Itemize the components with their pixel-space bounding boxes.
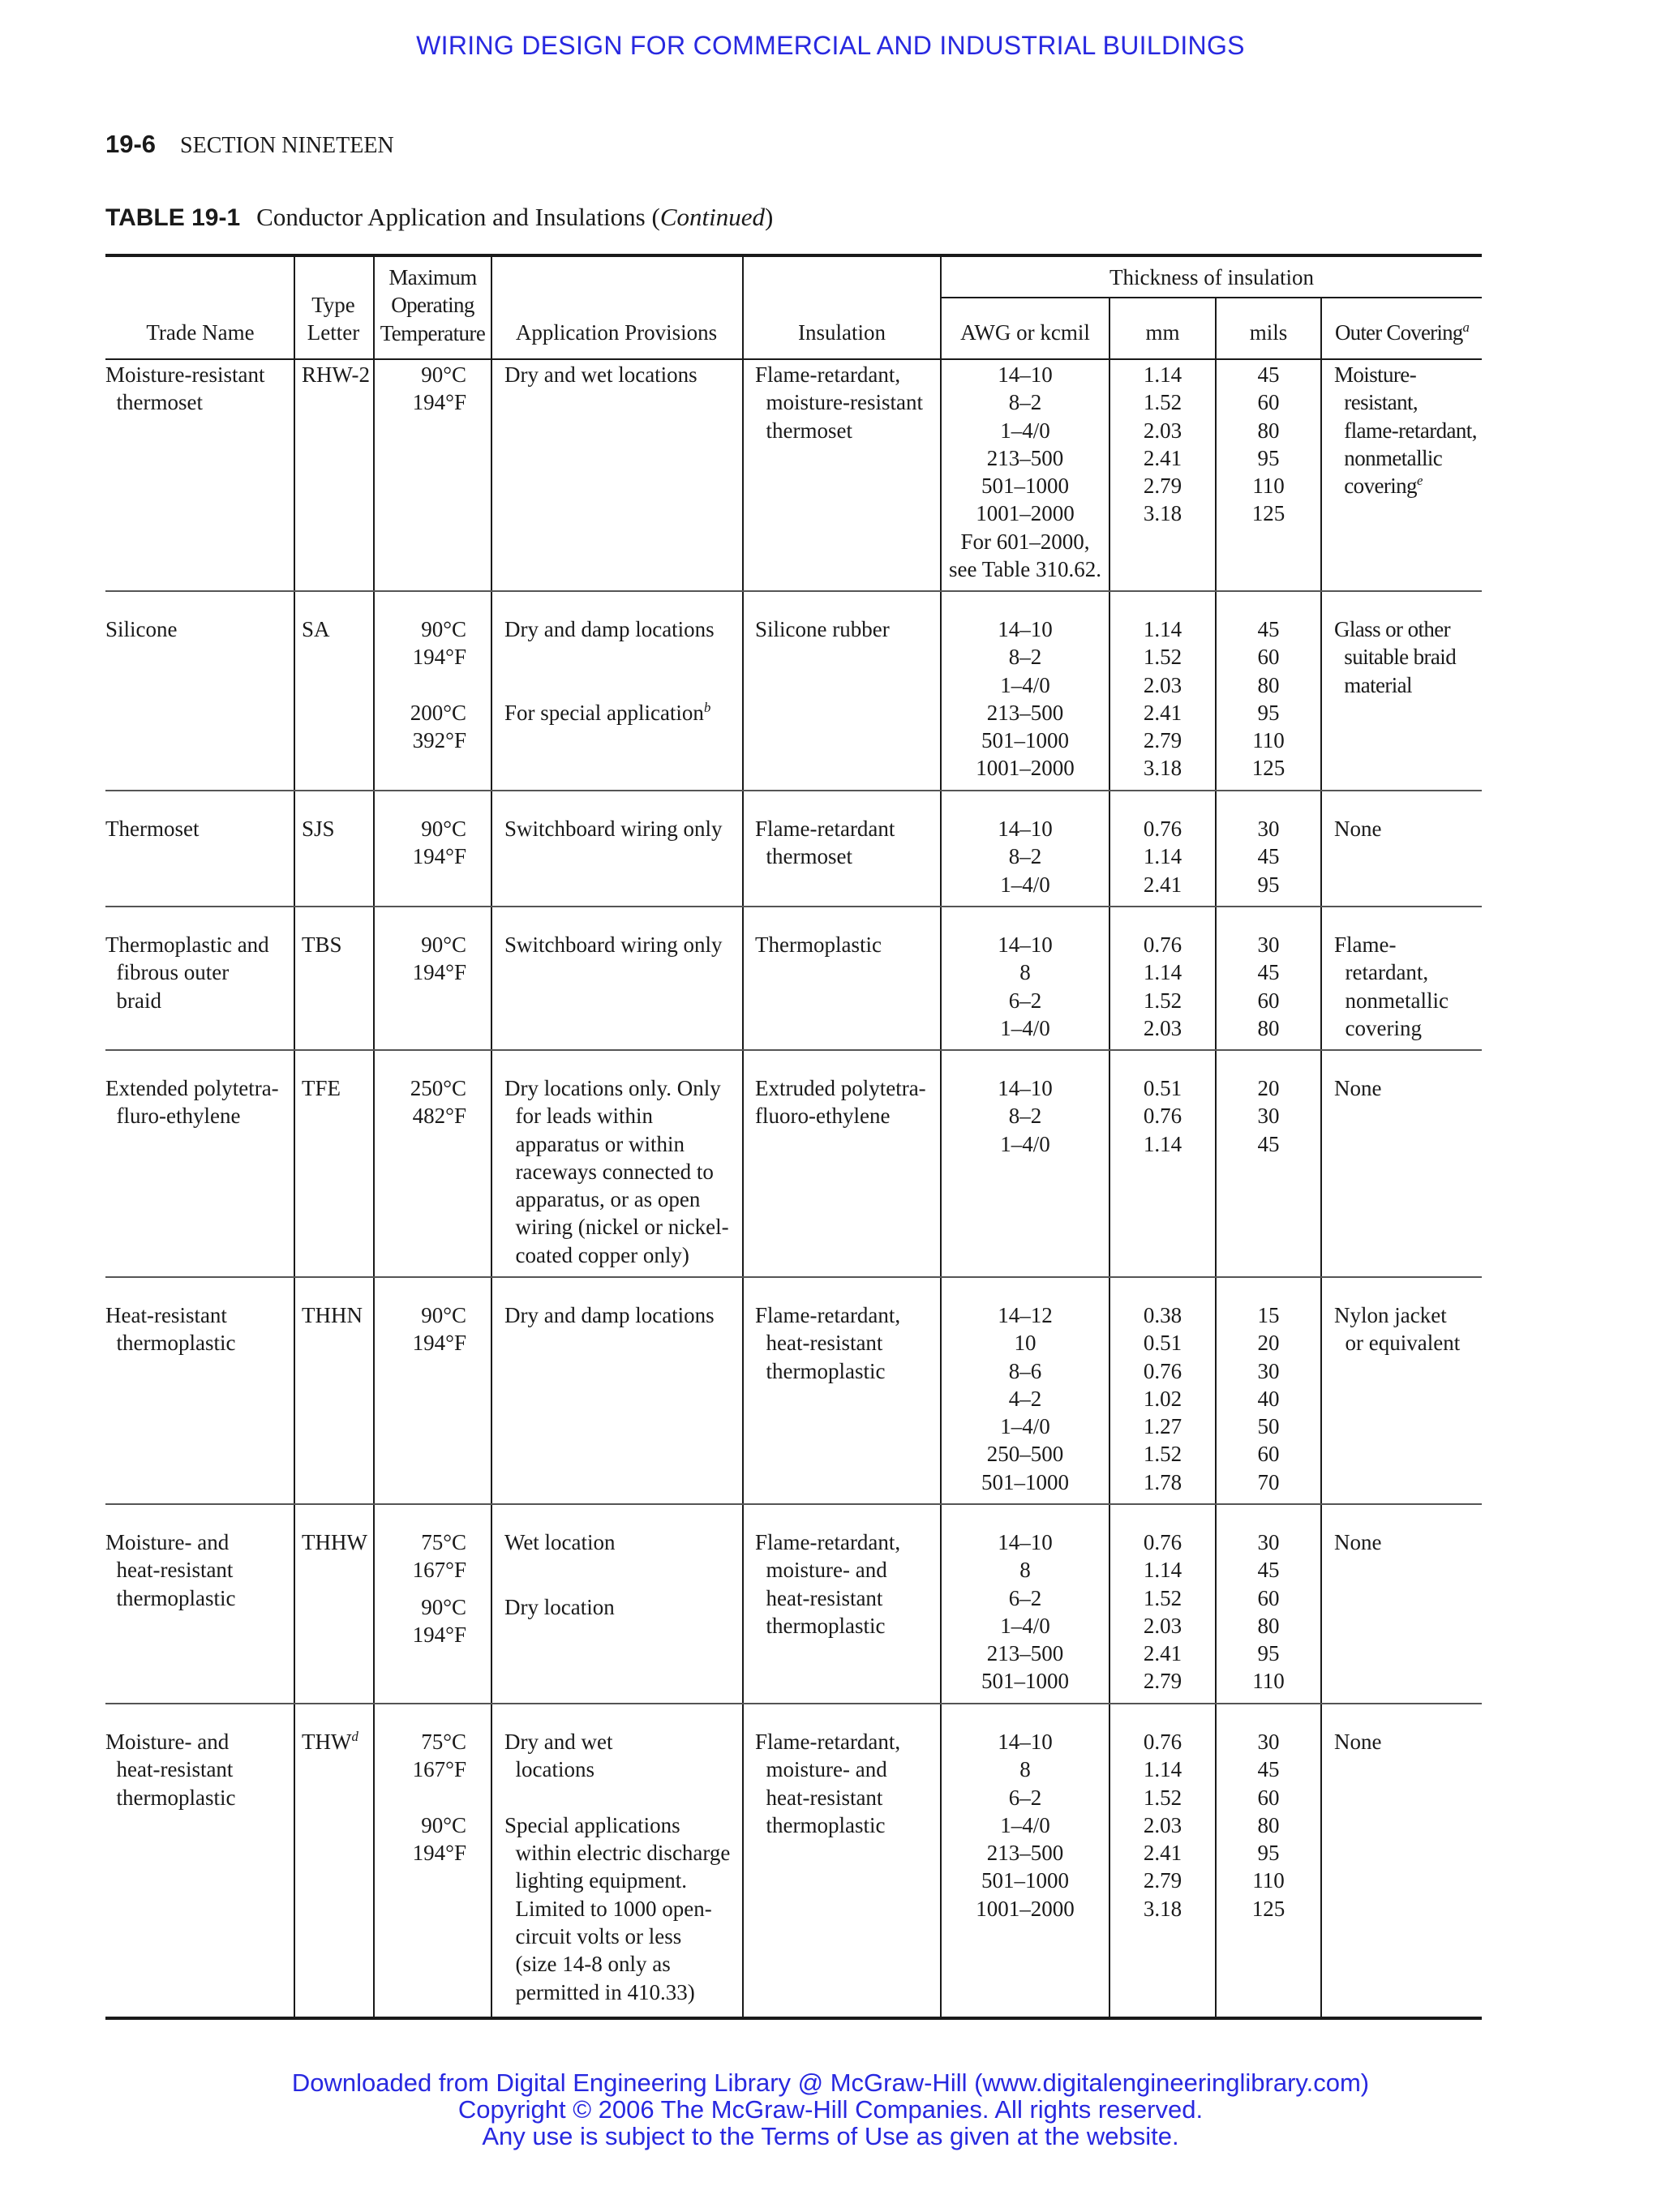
cell-mils: 30 45 95	[1257, 817, 1280, 897]
cell-trade-name: Moisture- and heat-resistant thermoplastic	[105, 1730, 236, 1810]
row-separator	[105, 1503, 1482, 1505]
cell-temperature: 250°C 482°F	[410, 1076, 466, 1129]
cell-mm: 0.51 0.76 1.14	[1143, 1076, 1182, 1156]
cell-mils: 30 45 60 80 95 110 125	[1251, 1730, 1285, 1921]
header-mm: mm	[1145, 320, 1180, 345]
cell-awg: 14–10 8 6–2 1–4/0 213–500 501–1000	[981, 1530, 1069, 1694]
header-outer-covering-label: Outer Covering	[1334, 320, 1463, 345]
cell-insulation: Flame-retardant, moisture- and heat-resistant thermoplastic	[755, 1730, 901, 1837]
cell-type-letter-text: THW	[302, 1730, 352, 1754]
cell-awg: 14–10 8–2 1–4/0 213–500 501–1000 1001–2000 For 601–2000, see Table 310.62.	[948, 362, 1102, 582]
header-bottom-rule	[105, 358, 1482, 360]
cell-type-letter	[302, 1728, 358, 1755]
cell-awg: 14–12 10 8–6 4–2 1–4/0 250–500 501–1000	[981, 1303, 1069, 1494]
header-outer-covering	[1322, 319, 1482, 346]
cell-application-dry: Dry location	[504, 1595, 615, 1619]
cell-trade-name: Silicone	[105, 617, 178, 641]
column-divider	[491, 255, 492, 2018]
cell-outer-covering: None	[1334, 1530, 1382, 1554]
table-bottom-rule	[105, 2017, 1482, 2020]
row-separator	[105, 1276, 1482, 1278]
cell-awg: 14–10 8–2 1–4/0 213–500 501–1000 1001–2000	[976, 617, 1075, 781]
cell-type-letter: SA	[302, 617, 330, 641]
cell-mm: 1.14 1.52 2.03 2.41 2.79 3.18	[1143, 617, 1182, 781]
cell-application: Dry locations only. Only for leads within apparatus or within raceways connected to apparatus, or as open wiring (nickel or nickel- coated copper only)	[504, 1076, 729, 1267]
cell-outer-covering: Flame- retardant, nonmetallic covering	[1334, 932, 1449, 1040]
cell-trade-name: Moisture- and heat-resistant thermoplastic	[105, 1530, 236, 1610]
cell-mm: 0.76 1.14 1.52 2.03 2.41 2.79 3.18	[1143, 1730, 1182, 1921]
cell-insulation: Flame-retardant, moisture-resistant thermoset	[755, 362, 923, 443]
cell-temperature: 90°C 194°F 200°C 392°F	[410, 617, 466, 753]
cell-insulation: Extruded polytetra- fluoro-ethylene	[755, 1076, 926, 1129]
cell-temperature-dry: 90°C 194°F	[412, 1595, 466, 1648]
cell-outer-covering-text: Moisture- resistant, flame-retardant, nonmetallic covering	[1334, 362, 1477, 499]
cell-application	[504, 615, 715, 727]
running-head	[105, 130, 394, 159]
footnote-marker: a	[1462, 319, 1470, 335]
cell-mm: 0.76 1.14 1.52 2.03	[1143, 932, 1182, 1040]
cell-awg: 14–10 8 6–2 1–4/0 213–500 501–1000 1001–2000	[976, 1730, 1075, 1921]
cell-outer-covering	[1334, 361, 1477, 499]
footer-line-terms: Any use is subject to the Terms of Use as given at the website.	[482, 2122, 1179, 2150]
row-separator	[105, 590, 1482, 592]
row-separator	[105, 906, 1482, 907]
cell-insulation: Flame-retardant, moisture- and heat-resistant thermoplastic	[755, 1530, 901, 1638]
cell-temperature: 75°C 167°F	[412, 1530, 466, 1583]
cell-mm: 1.14 1.52 2.03 2.41 2.79 3.18	[1143, 362, 1182, 526]
column-divider	[294, 255, 295, 2018]
cell-mils: 30 45 60 80	[1257, 932, 1280, 1040]
cell-mils: 30 45 60 80 95 110	[1252, 1530, 1285, 1694]
table-caption	[105, 203, 773, 232]
thickness-group-rule	[941, 297, 1482, 298]
header-awg: AWG or kcmil	[960, 320, 1090, 345]
column-divider	[742, 255, 744, 2018]
row-separator	[105, 1049, 1482, 1051]
header-application: Application Provisions	[515, 320, 718, 345]
cell-temperature: 90°C 194°F	[412, 817, 466, 869]
cell-temperature: 90°C 194°F	[412, 932, 466, 985]
cell-type-letter: RHW-2	[302, 362, 370, 387]
cell-outer-covering: None	[1334, 817, 1382, 841]
footnote-marker: e	[1416, 473, 1423, 489]
footer-notice	[0, 2069, 1661, 2150]
table-title-close: )	[764, 203, 774, 231]
cell-outer-covering: Glass or other suitable braid material	[1334, 617, 1457, 697]
cell-insulation: Thermoplastic	[755, 932, 882, 957]
header-type-letter: Type Letter	[307, 293, 360, 345]
cell-mils: 45 60 80 95 110 125	[1251, 617, 1285, 781]
cell-insulation: Flame-retardant, heat-resistant thermoplastic	[755, 1303, 901, 1383]
table-label: TABLE 19-1	[105, 204, 241, 231]
column-divider	[1320, 298, 1322, 2018]
page-number: 19-6	[105, 130, 157, 158]
cell-mils: 20 30 45	[1257, 1076, 1280, 1156]
footnote-marker: d	[351, 1729, 358, 1744]
cell-application-text: Dry and damp locations For special application	[504, 617, 715, 725]
cell-application: Wet location	[504, 1530, 616, 1554]
cell-temperature: 90°C 194°F	[412, 1303, 466, 1356]
header-trade-name: Trade Name	[146, 320, 255, 345]
cell-trade-name: Moisture-resistant thermoset	[105, 362, 265, 415]
library-banner: WIRING DESIGN FOR COMMERCIAL AND INDUSTRIAL BUILDINGS	[416, 31, 1245, 60]
footnote-marker: b	[703, 699, 711, 715]
cell-outer-covering: None	[1334, 1730, 1382, 1754]
header-thickness-group: Thickness of insulation	[1109, 265, 1314, 289]
cell-insulation: Flame-retardant thermoset	[755, 817, 895, 869]
table-title: Conductor Application and Insulations (	[256, 203, 660, 231]
cell-mils: 15 20 30 40 50 60 70	[1257, 1303, 1280, 1494]
header-max-temp: Maximum Operating Temperature	[380, 265, 486, 345]
cell-application: Dry and wet locations	[504, 362, 697, 387]
cell-temperature: 90°C 194°F	[412, 362, 466, 415]
row-separator	[105, 1703, 1482, 1704]
cell-trade-name: Thermoset	[105, 817, 200, 841]
footer-line-copyright: Copyright © 2006 The McGraw-Hill Companies. All rights reserved.	[457, 2095, 1204, 2124]
header-mils: mils	[1249, 320, 1288, 345]
cell-application: Switchboard wiring only	[504, 817, 723, 841]
cell-type-letter: TBS	[302, 932, 342, 957]
footer-line-download: Downloaded from Digital Engineering Library @ McGraw-Hill (www.digitalengineeringlibrary.com)	[291, 2068, 1370, 2097]
row-separator	[105, 790, 1482, 791]
table-top-rule	[105, 254, 1482, 257]
header-insulation: Insulation	[798, 320, 886, 345]
cell-temperature: 75°C 167°F 90°C 194°F	[412, 1730, 466, 1866]
cell-mm: 0.76 1.14 1.52 2.03 2.41 2.79	[1143, 1530, 1182, 1694]
cell-trade-name: Thermoplastic and fibrous outer braid	[105, 932, 269, 1013]
cell-mm: 0.76 1.14 2.41	[1143, 817, 1182, 897]
cell-outer-covering: Nylon jacket or equivalent	[1334, 1303, 1461, 1356]
cell-trade-name: Heat-resistant thermoplastic	[105, 1303, 236, 1356]
cell-type-letter: THHW	[302, 1530, 367, 1554]
cell-application: Switchboard wiring only	[504, 932, 723, 957]
cell-application: Dry and wet locations Special applications within electric discharge lighting equipment. Limited to 1000 open- circuit volts or less (size 14-8 only as permitted in 410.33)	[504, 1730, 731, 2004]
cell-type-letter: SJS	[302, 817, 335, 841]
cell-mils: 45 60 80 95 110 125	[1251, 362, 1285, 526]
cell-outer-covering: None	[1334, 1076, 1382, 1100]
cell-insulation: Silicone rubber	[755, 617, 890, 641]
table-title-continued: Continued	[659, 203, 765, 231]
cell-application: Dry and damp locations	[504, 1303, 715, 1327]
section-title: SECTION NINETEEN	[180, 133, 394, 158]
cell-awg: 14–10 8–2 1–4/0	[998, 1076, 1053, 1156]
cell-type-letter: TFE	[302, 1076, 341, 1100]
cell-trade-name: Extended polytetra- fluro-ethylene	[105, 1076, 279, 1129]
cell-awg: 14–10 8 6–2 1–4/0	[998, 932, 1053, 1040]
cell-type-letter: THHN	[302, 1303, 363, 1327]
cell-awg: 14–10 8–2 1–4/0	[998, 817, 1053, 897]
cell-mm: 0.38 0.51 0.76 1.02 1.27 1.52 1.78	[1143, 1303, 1182, 1494]
